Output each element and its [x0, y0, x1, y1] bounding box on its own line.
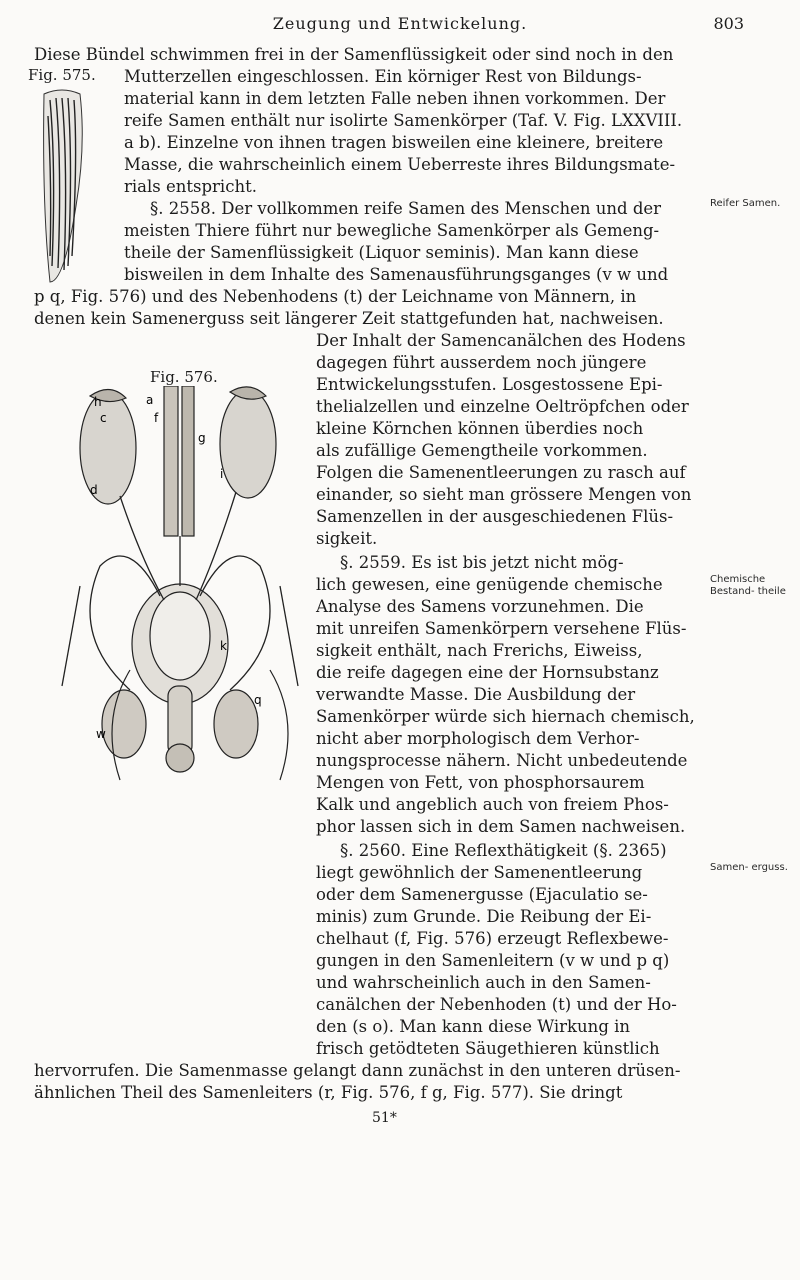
fig-letter-k: k: [220, 639, 227, 653]
text-line: den (s o). Man kann diese Wirkung in: [316, 1017, 631, 1036]
text-line: gungen in den Samenleitern (v w und p q): [316, 951, 670, 970]
text-line: ähnlichen Theil des Samenleiters (r, Fig. 576, f g, Fig. 577). Sie dringt: [34, 1083, 623, 1102]
text-line: mit unreifen Samenkörpern versehene Flüs-: [316, 619, 687, 638]
text-line: §. 2558. Der vollkommen reife Samen des Menschen und der: [150, 199, 662, 218]
text-line: phor lassen sich in dem Samen nachweisen.: [316, 817, 686, 836]
text-line: kleine Körnchen können überdies noch: [316, 419, 644, 438]
text-line: theile der Samenflüssigkeit (Liquor seminis). Man kann diese: [124, 243, 639, 262]
text-line: denen kein Samenerguss seit längerer Zeit stattgefunden hat, nachweisen.: [34, 309, 664, 328]
fig-letter-h: h: [94, 395, 102, 409]
text-line: bisweilen in dem Inhalte des Samenausführungsganges (v w und: [124, 265, 669, 284]
figure-575-label: Fig. 575.: [28, 66, 96, 84]
sheet-signature: 51*: [372, 1110, 397, 1126]
text-line: Samenzellen in der ausgeschiedenen Flüs-: [316, 507, 674, 526]
text-line: Analyse des Samens vorzunehmen. Die: [316, 597, 644, 616]
fig-letter-d: d: [90, 483, 98, 497]
running-title: Zeugung und Entwickelung.: [272, 14, 528, 33]
margin-note-reifer-samen: Reifer Samen.: [710, 198, 781, 209]
text-line: Mengen von Fett, von phosphorsaurem: [316, 773, 645, 792]
text-line: chelhaut (f, Fig. 576) erzeugt Reflexbewe-: [316, 929, 669, 948]
page-header: [0, 14, 800, 38]
text-line: Folgen die Samenentleerungen zu rasch auf: [316, 463, 686, 482]
text-line: als zufällige Gemengtheile vorkommen.: [316, 441, 648, 460]
text-line: p q, Fig. 576) und des Nebenhodens (t) der Leichname von Männern, in: [34, 287, 637, 306]
text-line: frisch getödteten Säugethieren künstlich: [316, 1039, 660, 1058]
text-line: liegt gewöhnlich der Samenentleerung: [316, 863, 643, 882]
figure-575-illustration: [40, 86, 88, 286]
ureter-right: [196, 492, 236, 600]
text-line: §. 2559. Es ist bis jetzt nicht mög-: [340, 553, 624, 572]
text-line: meisten Thiere führt nur bewegliche Samenkörper als Gemeng-: [124, 221, 660, 240]
text-line: Masse, die wahrscheinlich einem Ueberreste ihres Bildungsmate-: [124, 155, 676, 174]
text-line: canälchen der Nebenhoden (t) und der Ho-: [316, 995, 677, 1014]
fig-letter-q: q: [254, 693, 262, 707]
text-line: §. 2560. Eine Reflexthätigkeit (§. 2365): [340, 841, 667, 860]
text-line: hervorrufen. Die Samenmasse gelangt dann zunächst in den unteren drüsen-: [34, 1061, 681, 1080]
fig-letter-c: c: [100, 411, 107, 425]
text-line: rials entspricht.: [124, 177, 257, 196]
kidney-right: [220, 390, 276, 498]
text-line: Entwickelungsstufen. Losgestossene Epi-: [316, 375, 663, 394]
kidney-left: [80, 392, 136, 504]
text-line: material kann in dem letzten Falle neben ihnen vorkommen. Der: [124, 89, 666, 108]
text-line: thelialzellen und einzelne Oeltröpfchen oder: [316, 397, 689, 416]
text-line: nicht aber morphologisch dem Verhor-: [316, 729, 640, 748]
text-line: und wahrscheinlich auch in den Samen-: [316, 973, 651, 992]
fig-letter-g: g: [198, 431, 206, 445]
text-line: nungsprocesse nähern. Nicht unbedeutende: [316, 751, 688, 770]
text-line: Samenkörper würde sich hiernach chemisch,: [316, 707, 695, 726]
text-line: reife Samen enthält nur isolirte Samenkörper (Taf. V. Fig. LXXVIII.: [124, 111, 683, 130]
fig-letter-w: w: [96, 727, 106, 741]
text-line: lich gewesen, eine genügende chemische: [316, 575, 663, 594]
text-line: oder dem Samenergusse (Ejaculatio se-: [316, 885, 648, 904]
text-line: sigkeit enthält, nach Frerichs, Eiweiss,: [316, 641, 643, 660]
text-line: Kalk und angeblich auch von freiem Phos-: [316, 795, 669, 814]
text-line: Mutterzellen eingeschlossen. Ein körniger Rest von Bildungs-: [124, 67, 642, 86]
margin-note-samenerguss: Samen- erguss.: [710, 862, 788, 873]
text-line: minis) zum Grunde. Die Reibung der Ei-: [316, 907, 652, 926]
margin-note-chemische-bestandtheile: Chemische Bestand- theile: [710, 574, 786, 597]
fig-letter-f: f: [154, 411, 159, 425]
figure-576-label: Fig. 576.: [150, 368, 218, 386]
ureter-left: [120, 496, 164, 600]
text-line: dagegen führt ausserdem noch jüngere: [316, 353, 647, 372]
page-number: 803: [713, 14, 744, 33]
text-line: Diese Bündel schwimmen frei in der Samenflüssigkeit oder sind noch in den: [34, 45, 674, 64]
text-line: die reife dagegen eine der Hornsubstanz: [316, 663, 659, 682]
fig-letter-a: a: [146, 393, 154, 407]
text-line: a b). Einzelne von ihnen tragen bisweilen eine kleinere, breitere: [124, 133, 664, 152]
figure-576-lower: [70, 660, 330, 800]
text-line: verwandte Masse. Die Ausbildung der: [316, 685, 636, 704]
fig-letter-i: i: [220, 467, 224, 481]
text-line: einander, so sieht man grössere Mengen von: [316, 485, 692, 504]
text-line: sigkeit.: [316, 529, 378, 548]
text-line: Der Inhalt der Samencanälchen des Hodens: [316, 331, 686, 350]
